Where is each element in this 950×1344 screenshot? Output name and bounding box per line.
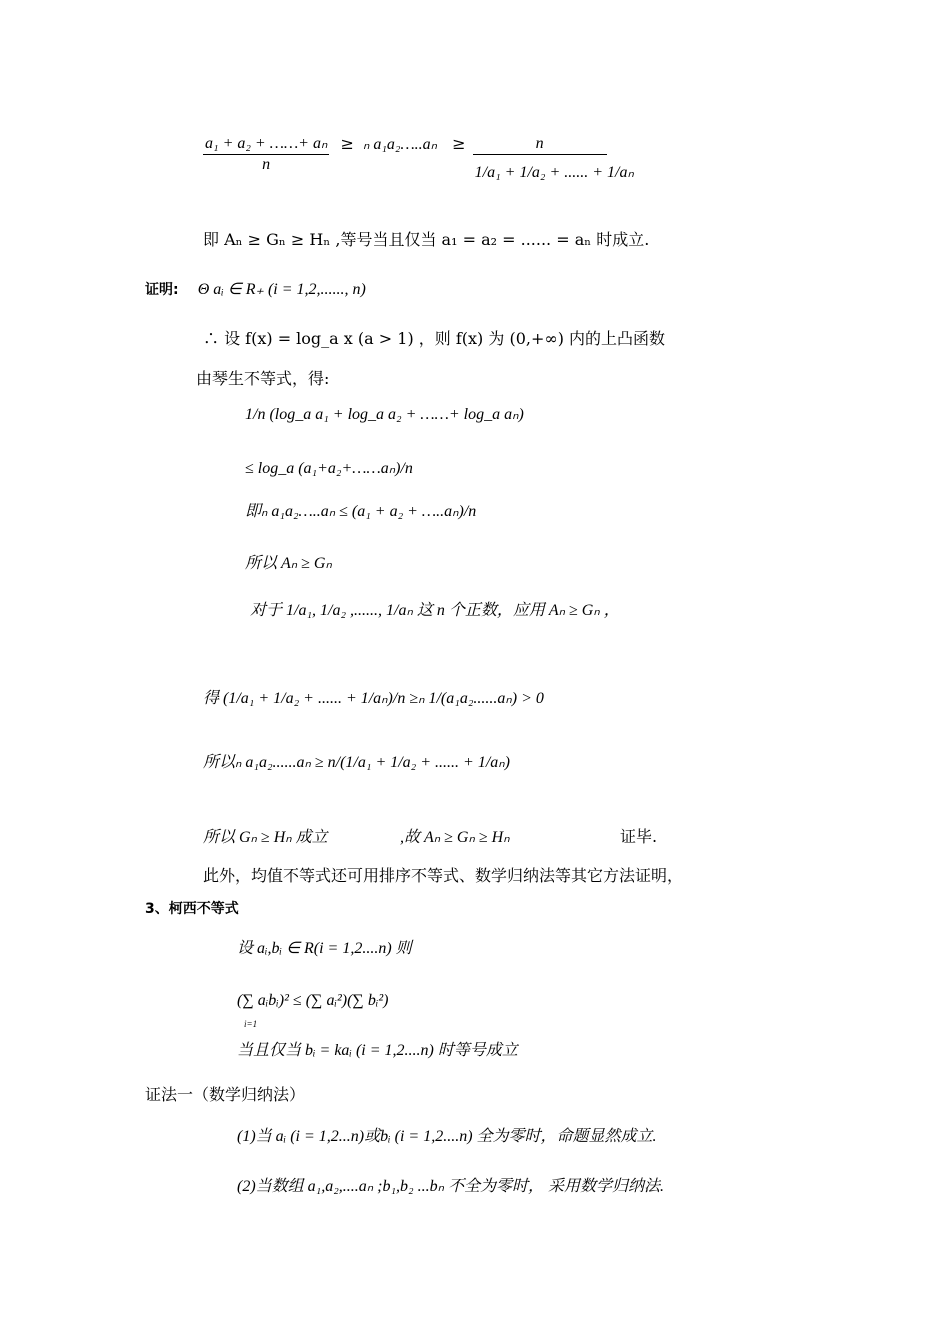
harm-mean-fraction <box>473 134 636 183</box>
log-mean-line <box>245 458 413 479</box>
cauchy-heading <box>145 898 239 919</box>
conclusion-part-b: ,故 Aₙ ≥ Gₙ ≥ Hₙ <box>400 829 510 846</box>
concave-function-line <box>203 329 665 349</box>
case-two-text: (2)当数组 a₁,a₂,....aₙ ;b₁,b₂ ...bₙ 不全为零时， 采用数学归纳法. <box>237 1178 664 1195</box>
jensen-intro-text: 由琴生不等式，得: <box>196 369 330 388</box>
cauchy-equality-text: 当且仅当 bᵢ = kaᵢ (i = 1,2....n) 时等号成立 <box>237 1042 518 1059</box>
an-geq-gn-line <box>245 553 332 574</box>
equality-condition <box>203 230 649 250</box>
section-heading: 3、柯西不等式 <box>145 901 239 917</box>
amgm-formula <box>203 134 636 183</box>
log-sum-expression: 1/n (log_a a₁ + log_a a₂ + ……+ log_a aₙ) <box>245 406 524 423</box>
cauchy-setup <box>237 938 412 959</box>
reciprocal-text: 对于 1/a₁, 1/a₂ ,......, 1/aₙ 这 n 个正数，应用 Aₙ ≥ Gₙ ， <box>250 602 620 619</box>
reciprocal-mean-line <box>203 688 544 709</box>
conclusion-line-b <box>400 827 510 848</box>
case-one-text: (1)当 aᵢ (i = 1,2...n)或bᵢ (i = 1,2....n) 全为零时，命题显然成立. <box>237 1128 657 1145</box>
other-methods-text: 此外，均值不等式还可用排序不等式、数学归纳法等其它方法证明， <box>203 866 684 885</box>
cauchy-inequality <box>237 990 388 1011</box>
log-sum-line <box>245 404 524 425</box>
geo-arith-expression: 即ₙ a₁a₂…..aₙ ≤ (a₁ + a₂ + …..aₙ)/n <box>245 503 477 520</box>
gn-geq-hn-derivation <box>203 752 510 773</box>
conclusion-line <box>203 827 328 848</box>
cauchy-setup-text: 设 aᵢ,bᵢ ∈ R(i = 1,2....n) 则 <box>237 940 412 957</box>
case-one-line <box>237 1126 657 1147</box>
concave-function-text: ∴ 设 f(x) = log_a x (a > 1) ，则 f(x) 为 (0,+∞) 内的上凸函数 <box>203 329 666 348</box>
method-one-label <box>145 1085 305 1105</box>
sum-index-label: i=1 <box>244 1019 258 1029</box>
conclusion-part-a: 所以 Gₙ ≥ Hₙ 成立 <box>203 829 328 846</box>
gn-geq-hn-expression: 所以ₙ a₁a₂......aₙ ≥ n/(1/a₁ + 1/a₂ + ...... + 1/aₙ) <box>203 754 510 771</box>
cauchy-inequality-expression: (∑ aᵢbᵢ)² ≤ (∑ aᵢ²)(∑ bᵢ²) <box>237 992 389 1009</box>
harm-mean-denominator: 1/a₁ + 1/a₂ + ...... + 1/aₙ <box>474 164 634 181</box>
cauchy-sum-index <box>244 1014 257 1035</box>
arith-mean-denominator: n <box>262 156 271 173</box>
conclusion-line-c <box>620 827 657 847</box>
geq-sign: ≥ <box>340 134 354 153</box>
arith-mean-numerator: a₁ + a₂ + ……+ aₙ <box>203 134 329 155</box>
proof-label: 证明: <box>145 282 179 298</box>
equality-text: 即 Aₙ ≥ Gₙ ≥ Hₙ ,等号当且仅当 a₁ = a₂ = ...... = aₙ 时成立. <box>203 230 650 249</box>
geo-mean-expression: ₙ a₁a₂…..aₙ <box>362 136 438 153</box>
proof-condition: Θ aᵢ ∈ R₊ (i = 1,2,......, n) <box>197 281 366 298</box>
proof-end-text: 证毕. <box>620 827 658 846</box>
arith-mean-fraction <box>203 134 329 175</box>
harm-mean-numerator: n <box>473 134 607 155</box>
case-two-line <box>237 1176 664 1197</box>
geo-arith-line <box>245 501 476 522</box>
jensen-intro <box>196 369 329 389</box>
method-one-text: 证法一（数学归纳法） <box>145 1085 306 1104</box>
cauchy-equality <box>237 1040 518 1061</box>
reciprocal-line <box>250 600 620 621</box>
proof-line <box>145 279 366 300</box>
log-mean-expression: ≤ log_a (a₁+a₂+……aₙ)/n <box>245 460 413 477</box>
geq-sign: ≥ <box>452 134 466 153</box>
other-methods-line <box>203 866 683 886</box>
an-geq-gn-text: 所以 Aₙ ≥ Gₙ <box>245 555 332 572</box>
reciprocal-mean-expression: 得 (1/a₁ + 1/a₂ + ...... + 1/aₙ)/n ≥ₙ 1/(a₁a₂......aₙ) > 0 <box>203 690 544 707</box>
